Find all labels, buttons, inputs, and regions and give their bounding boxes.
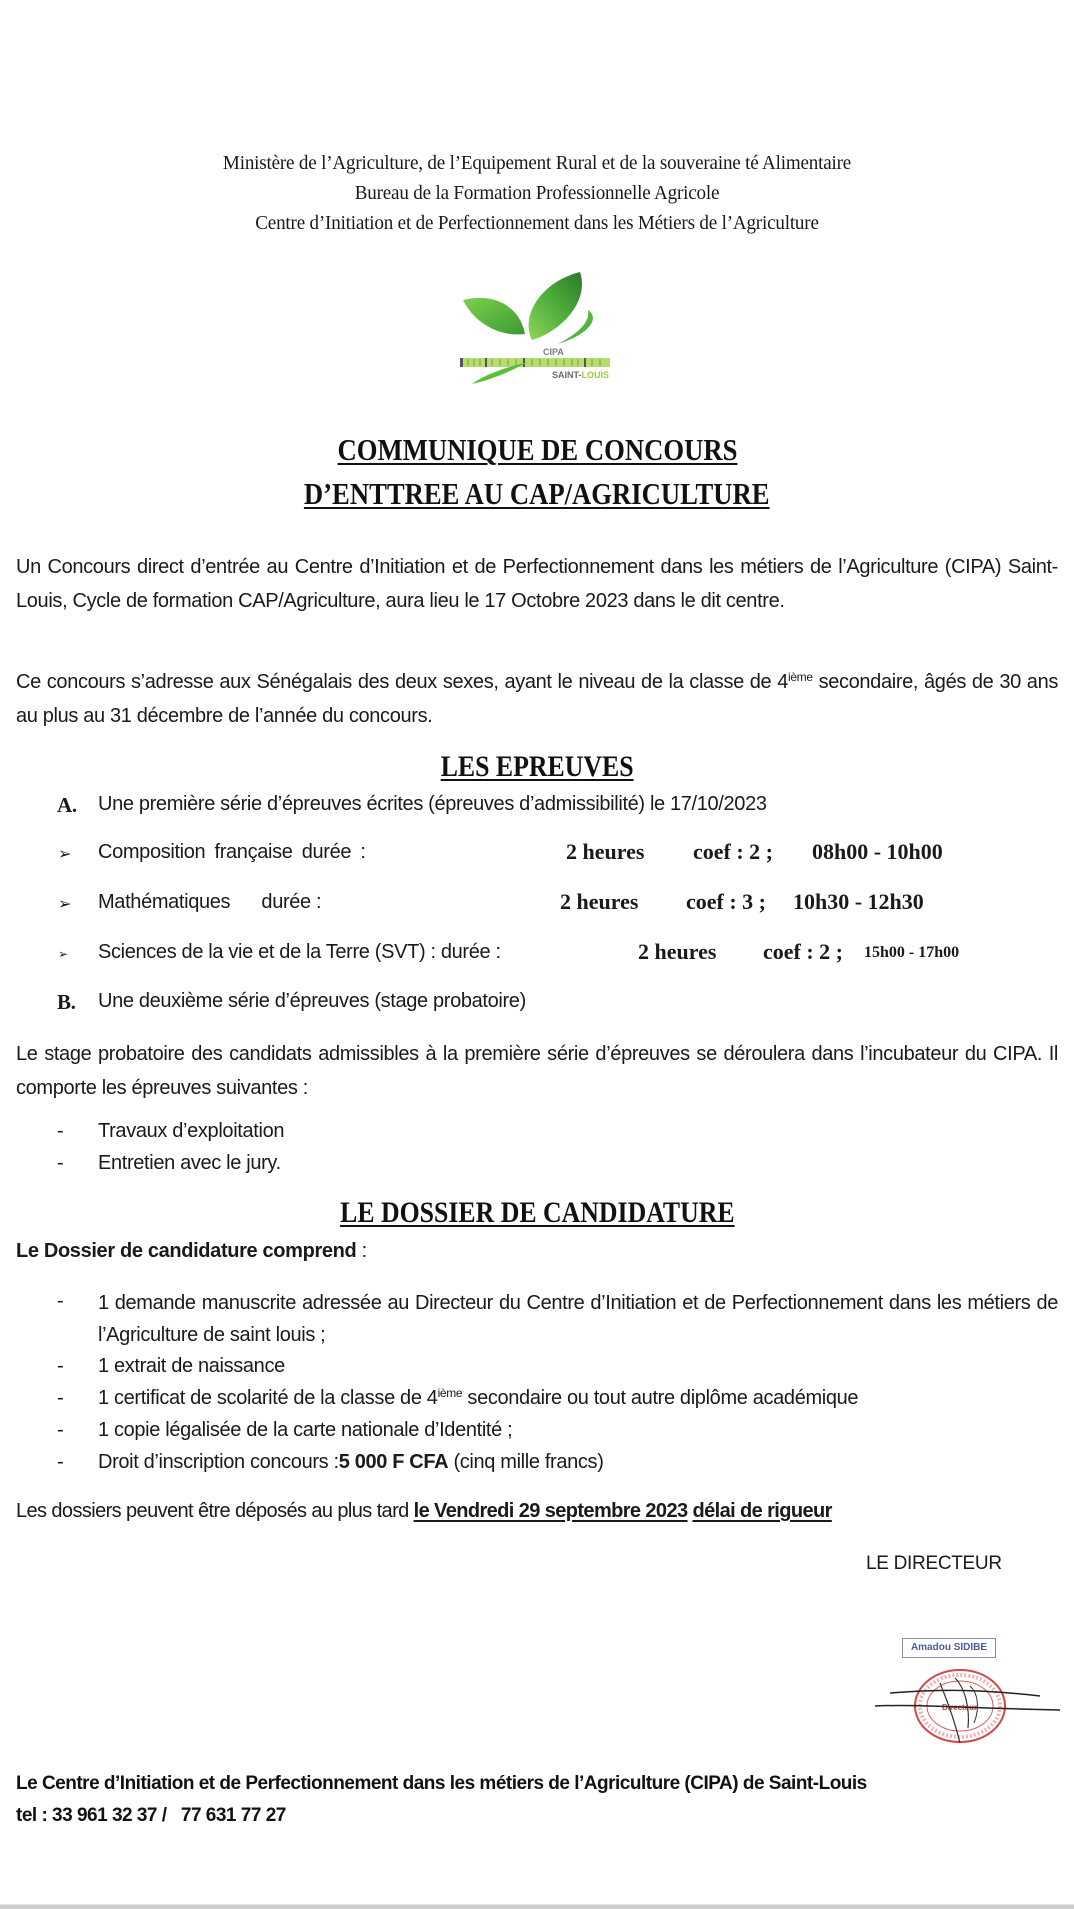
exam-coef: coef : 3 ; <box>686 889 767 914</box>
dossier-item-text: 1 demande manuscrite adressée au Directeur du Centre d’Initiation et de Perfectionnement dans les métiers de l’Agriculture de saint louis ; <box>98 1292 1058 1346</box>
dash-bullet: - <box>57 1290 64 1312</box>
dossier-heading-text: LE DOSSIER DE CANDIDATURE <box>339 1196 735 1229</box>
svg-text:CIPA: CIPA <box>543 347 564 357</box>
bureau-line: Bureau de la Formation Professionnelle Agricole <box>354 182 720 204</box>
deadline-rigueur: délai de rigueur <box>692 1500 832 1522</box>
certificat-text-b: secondaire ou tout autre diplôme académique <box>462 1387 859 1409</box>
deadline-line <box>16 1500 1066 1523</box>
dash-bullet: - <box>57 1451 64 1473</box>
dossier-intro-bold: Le Dossier de candidature comprend <box>16 1240 357 1262</box>
bottom-scroll-bar <box>0 1904 1074 1909</box>
stage-paragraph: Le stage probatoire des candidats admissibles à la première série d’épreuves se déroulera dans l’incubateur du CIPA. Il comporte les épreuves suivantes : <box>16 1043 1058 1099</box>
page-title <box>0 428 1074 516</box>
exam-duration: 2 heures <box>566 839 645 864</box>
epreuves-heading <box>0 750 1074 784</box>
arrow-bullet-icon: ➢ <box>58 896 72 913</box>
intro-paragraph-2 <box>16 665 1058 733</box>
droit-amount: 5 000 F CFA <box>338 1451 449 1473</box>
series-b-text: Une deuxième série d’épreuves (stage probatoire) <box>98 990 526 1012</box>
title-line-2: D’ENTTREE AU CAP/AGRICULTURE <box>304 476 770 511</box>
title-line-1: COMMUNIQUE DE CONCOURS <box>337 432 737 467</box>
arrow-bullet-icon: ➢ <box>58 947 68 961</box>
footer-phone: tel : 33 961 32 37 / 77 631 77 27 <box>16 1805 286 1826</box>
deadline-text: Les dossiers peuvent être déposés au plus tard <box>16 1500 414 1522</box>
certificat-sup: ième <box>437 1386 463 1400</box>
dossier-item-text: 1 copie légalisée de la carte nationale d’Identité ; <box>98 1419 513 1441</box>
dossier-item-text: 1 extrait de naissance <box>98 1355 285 1377</box>
exam-duration: 2 heures <box>560 889 639 914</box>
footer-contact <box>16 1768 1066 1832</box>
official-stamp <box>870 1668 1060 1748</box>
para2-text-b: secondaire, âgés de 30 ans au plus au 31 décembre de l’année du concours. <box>16 671 1059 727</box>
dash-bullet: - <box>57 1355 64 1377</box>
dash-bullet: - <box>57 1387 64 1409</box>
para2-text-a: Ce concours s’adresse aux Sénégalais des deux sexes, ayant le niveau de la classe de 4 <box>16 671 789 693</box>
arrow-bullet-icon: ➢ <box>58 846 72 863</box>
droit-text-a: Droit d’inscription concours : <box>98 1451 339 1473</box>
exam-time: 15h00 - 17h00 <box>864 944 960 961</box>
dossier-item-text <box>98 1451 604 1474</box>
svg-text:Directeur: Directeur <box>942 1703 978 1712</box>
dossier-intro-colon: : <box>356 1240 367 1262</box>
exam-subject: Sciences de la vie et de la Terre (SVT) : durée : <box>98 941 501 963</box>
exam-subject: Composition française durée : <box>98 841 366 863</box>
cipa-logo <box>440 262 630 387</box>
dash-bullet: - <box>57 1419 64 1441</box>
director-title: LE DIRECTEUR <box>866 1553 1002 1574</box>
signatory-name-stamp: Amadou SIDIBE <box>902 1638 996 1658</box>
ministry-line: Ministère de l’Agriculture, de l’Equipement Rural et de la souveraine té Alimentaire <box>222 152 852 174</box>
dash-bullet: - <box>57 1152 64 1174</box>
stage-item-text: Entretien avec le jury. <box>98 1152 281 1174</box>
dossier-intro <box>16 1240 1074 1263</box>
exam-duration: 2 heures <box>638 939 717 964</box>
centre-line: Centre d’Initiation et de Perfectionnement dans les Métiers de l’Agriculture <box>255 212 819 234</box>
series-a-letter: A. <box>57 793 77 817</box>
deadline-date: le Vendredi 29 septembre 2023 <box>413 1500 688 1522</box>
dossier-heading <box>0 1196 1074 1230</box>
exam-subject: Mathématiques durée : <box>98 891 322 913</box>
dash-bullet: - <box>57 1120 64 1142</box>
exam-coef: coef : 2 ; <box>763 939 844 964</box>
series-a-text: Une première série d’épreuves écrites (épreuves d’admissibilité) le 17/10/2023 <box>98 793 767 815</box>
epreuves-heading-text: LES EPREUVES <box>440 750 634 783</box>
exam-time: 10h30 - 12h30 <box>793 889 924 914</box>
footer-centre: Le Centre d’Initiation et de Perfectionnement dans les métiers de l’Agriculture (CIPA) de Saint-Louis <box>16 1773 867 1794</box>
intro-paragraph-1: Un Concours direct d’entrée au Centre d’Initiation et de Perfectionnement dans les métiers de l’Agriculture (CIPA) Saint-Louis, Cycle de formation CAP/Agriculture, aura lieu le 17 Octobre 2023 dans le dit centre. <box>16 556 1058 612</box>
droit-text-b: (cinq mille francs) <box>448 1451 604 1473</box>
svg-text:SAINT-LOUIS: SAINT-LOUIS <box>552 370 610 380</box>
dossier-item-text <box>98 1387 858 1410</box>
exam-coef: coef : 2 ; <box>693 839 774 864</box>
stamp-signature-icon <box>870 1668 1060 1748</box>
ministry-header <box>0 148 1074 238</box>
series-b-letter: B. <box>57 990 76 1014</box>
certificat-text-a: 1 certificat de scolarité de la classe de 4 <box>98 1387 438 1409</box>
leaf-logo-icon <box>440 262 630 387</box>
exam-time: 08h00 - 10h00 <box>812 839 943 864</box>
stage-item-text: Travaux d’exploitation <box>98 1120 285 1142</box>
para2-sup: ième <box>788 670 813 684</box>
